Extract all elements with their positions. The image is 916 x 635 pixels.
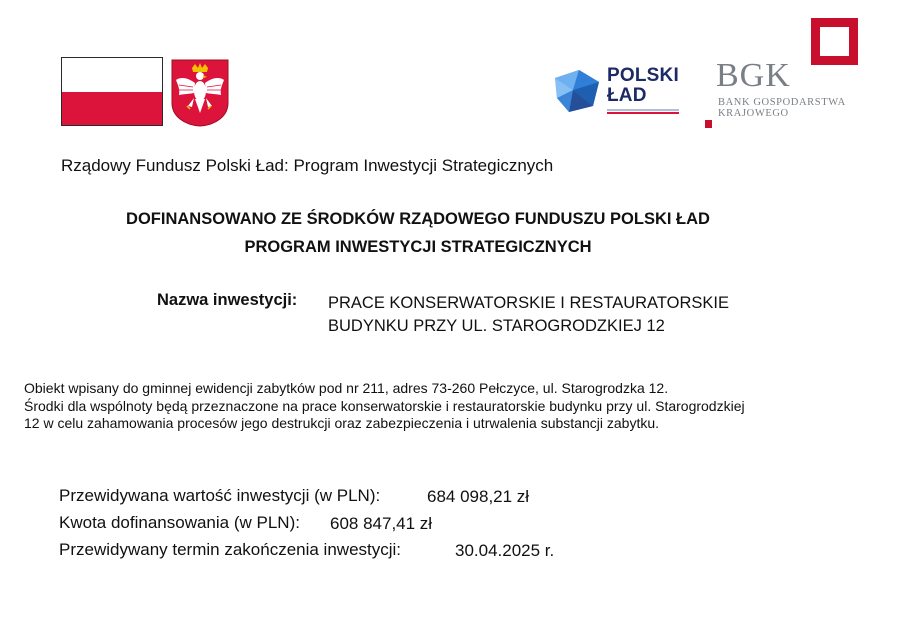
- heading-line1: DOFINANSOWANO ZE ŚRODKÓW RZĄDOWEGO FUNDUSZU POLSKI ŁAD: [126, 210, 710, 228]
- polish-flag: [61, 57, 163, 126]
- investment-value-label: Przewidywana wartość inwestycji (w PLN):: [59, 486, 381, 505]
- bgk-name-line1: BANK GOSPODARSTWA: [718, 97, 846, 108]
- investment-name-value: [328, 292, 729, 338]
- completion-date-label: Przewidywany termin zakończenia inwestycji:: [59, 540, 402, 559]
- polski-lad-logo: [553, 66, 683, 116]
- investment-value: 684 098,21 zł: [427, 487, 530, 506]
- bgk-logo-name: [718, 97, 846, 119]
- completion-date: 30.04.2025 r.: [455, 541, 555, 560]
- description-line1: Obiekt wpisany do gminnej ewidencji zabytków pod nr 211, adres 73-260 Pełczyce, ul. Starogrodzka 12.: [24, 380, 669, 396]
- polski-lad-stripe-light: [607, 109, 679, 111]
- bgk-name-line2: KRAJOWEGO: [718, 108, 789, 119]
- description-line3: 12 w celu zahamowania procesów jego destrukcji oraz zabezpieczenia i utrwalenia substancji zabytku.: [24, 415, 660, 431]
- funding-amount: 608 847,41 zł: [330, 514, 433, 533]
- flag-white-stripe: [62, 58, 162, 92]
- bgk-logo-accent: [705, 120, 712, 128]
- description-line2: Środki dla wspólnoty będą przeznaczone na prace konserwatorskie i restauratorskie budynku przy ul. Starogrodzkiej: [24, 397, 745, 414]
- investment-name-label: Nazwa inwestycji:: [157, 291, 298, 309]
- polski-lad-polygon-icon: [553, 68, 601, 114]
- flag-red-stripe: [62, 92, 162, 126]
- bgk-logo-letters: BGK: [716, 57, 791, 94]
- polski-lad-text-line2: ŁAD: [607, 85, 647, 106]
- coat-of-arms-emblem: [171, 59, 229, 127]
- polski-lad-stripe-red: [607, 112, 679, 114]
- heading-line2: PROGRAM INWESTYCJI STRATEGICZNYCH: [244, 238, 592, 256]
- program-line: Rządowy Fundusz Polski Ład: Program Inwestycji Strategicznych: [61, 156, 554, 175]
- investment-name-line1: PRACE KONSERWATORSKIE I RESTAURATORSKIE: [328, 294, 729, 312]
- bgk-logo-square: [811, 18, 858, 65]
- funding-amount-label: Kwota dofinansowania (w PLN):: [59, 513, 300, 532]
- polski-lad-text-line1: POLSKI: [607, 65, 679, 86]
- description: [24, 380, 894, 433]
- investment-name-line2: BUDYNKU PRZY UL. STAROGRODZKIEJ 12: [328, 317, 665, 335]
